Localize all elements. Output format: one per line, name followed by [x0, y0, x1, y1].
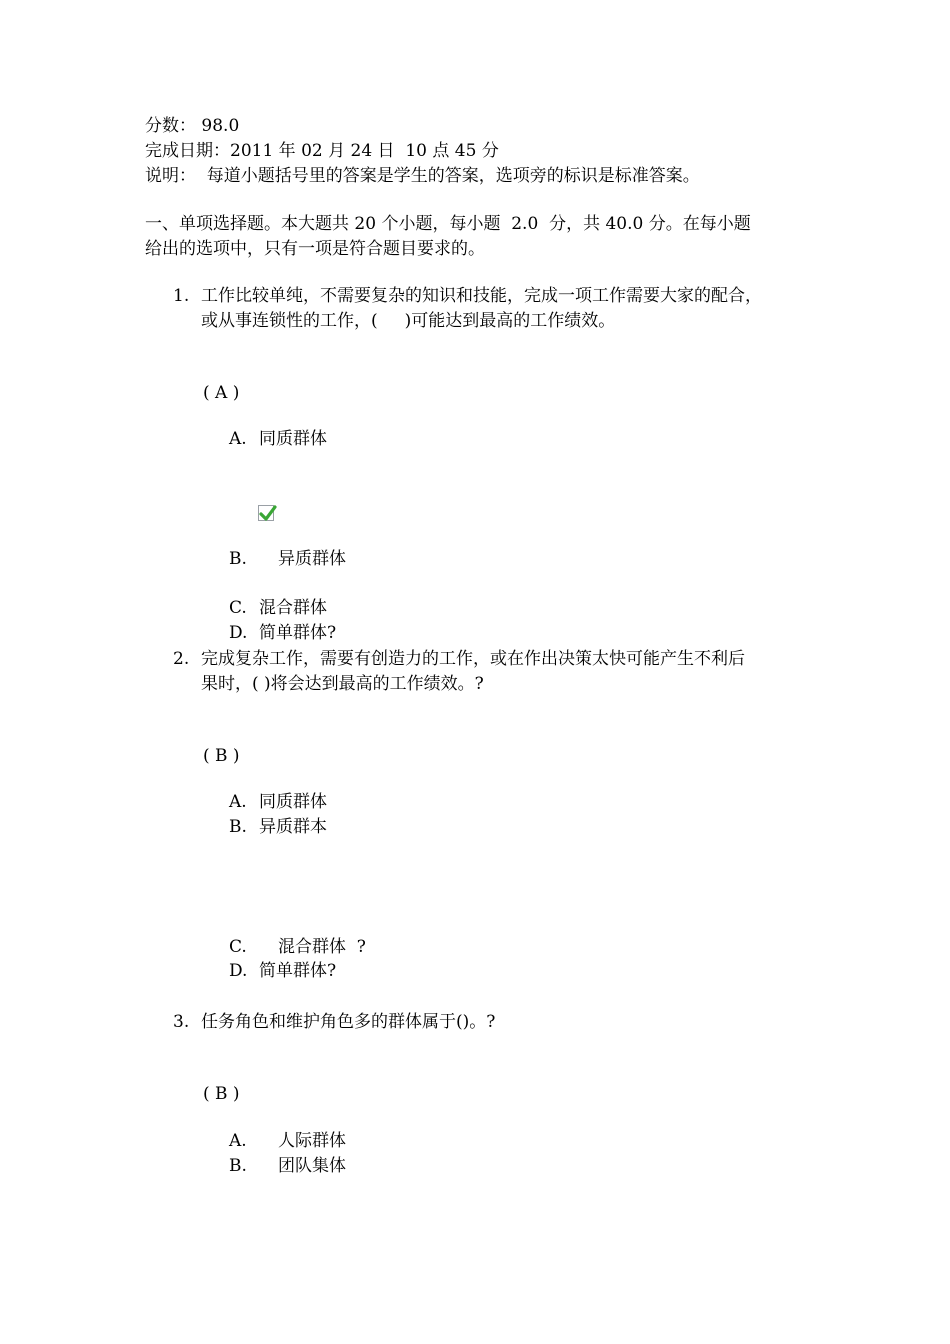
- question-text-line-1: 完成复杂工作，需要有创造力的工作，或在作出决策太快可能产生不利后: [201, 649, 745, 669]
- instruction-line: 说明： 每道小题括号里的答案是学生的答案，选项旁的标识是标准答案。: [145, 166, 700, 186]
- option-text: 异质群体: [278, 549, 346, 569]
- option-text: 团队集体: [278, 1156, 346, 1176]
- option-letter: D.: [229, 623, 248, 643]
- score-line: 分数： 98.0: [145, 116, 240, 136]
- completion-date-line: 完成日期：2011 年 02 月 24 日 10 点 45 分: [145, 141, 499, 161]
- option-letter: B.: [229, 1156, 247, 1176]
- option-letter: B.: [229, 549, 247, 569]
- option-text: 混合群体 ?: [278, 937, 366, 957]
- option-text: 异质群本: [259, 817, 327, 837]
- student-answer: ( B ): [203, 1084, 240, 1104]
- option-letter: C.: [229, 937, 247, 957]
- option-text: 人际群体: [278, 1131, 346, 1151]
- option-letter: C.: [229, 598, 247, 618]
- question-text-line-2: 或从事连锁性的工作，( )可能达到最高的工作绩效。: [201, 311, 616, 331]
- question-number: 1.: [173, 286, 190, 306]
- option-letter: A.: [229, 792, 247, 812]
- student-answer: ( B ): [203, 746, 240, 766]
- question-number: 2.: [173, 649, 190, 669]
- option-letter: A.: [229, 1131, 247, 1151]
- option-letter: A.: [229, 429, 247, 449]
- question-text-line-2: 果时，( )将会达到最高的工作绩效。?: [201, 674, 484, 694]
- checkmark-glyph: [258, 503, 278, 523]
- option-text: 同质群体: [259, 429, 327, 449]
- section-heading-line-1: 一、单项选择题。本大题共 20 个小题，每小题 2.0 分，共 40.0 分。在每小题: [145, 214, 751, 234]
- option-text: 简单群体?: [259, 961, 337, 981]
- option-letter: D.: [229, 961, 248, 981]
- student-answer: ( A ): [203, 383, 240, 403]
- option-text: 同质群体: [259, 792, 327, 812]
- checkmark-icon: [258, 505, 274, 521]
- question-text-line-1: 工作比较单纯，不需要复杂的知识和技能，完成一项工作需要大家的配合，: [201, 286, 762, 306]
- option-text: 简单群体?: [259, 623, 337, 643]
- question-number: 3.: [173, 1012, 190, 1032]
- option-letter: B.: [229, 817, 247, 837]
- question-text-line-1: 任务角色和维护角色多的群体属于()。?: [201, 1012, 496, 1032]
- section-heading-line-2: 给出的选项中，只有一项是符合题目要求的。: [145, 239, 485, 259]
- option-text: 混合群体: [259, 598, 327, 618]
